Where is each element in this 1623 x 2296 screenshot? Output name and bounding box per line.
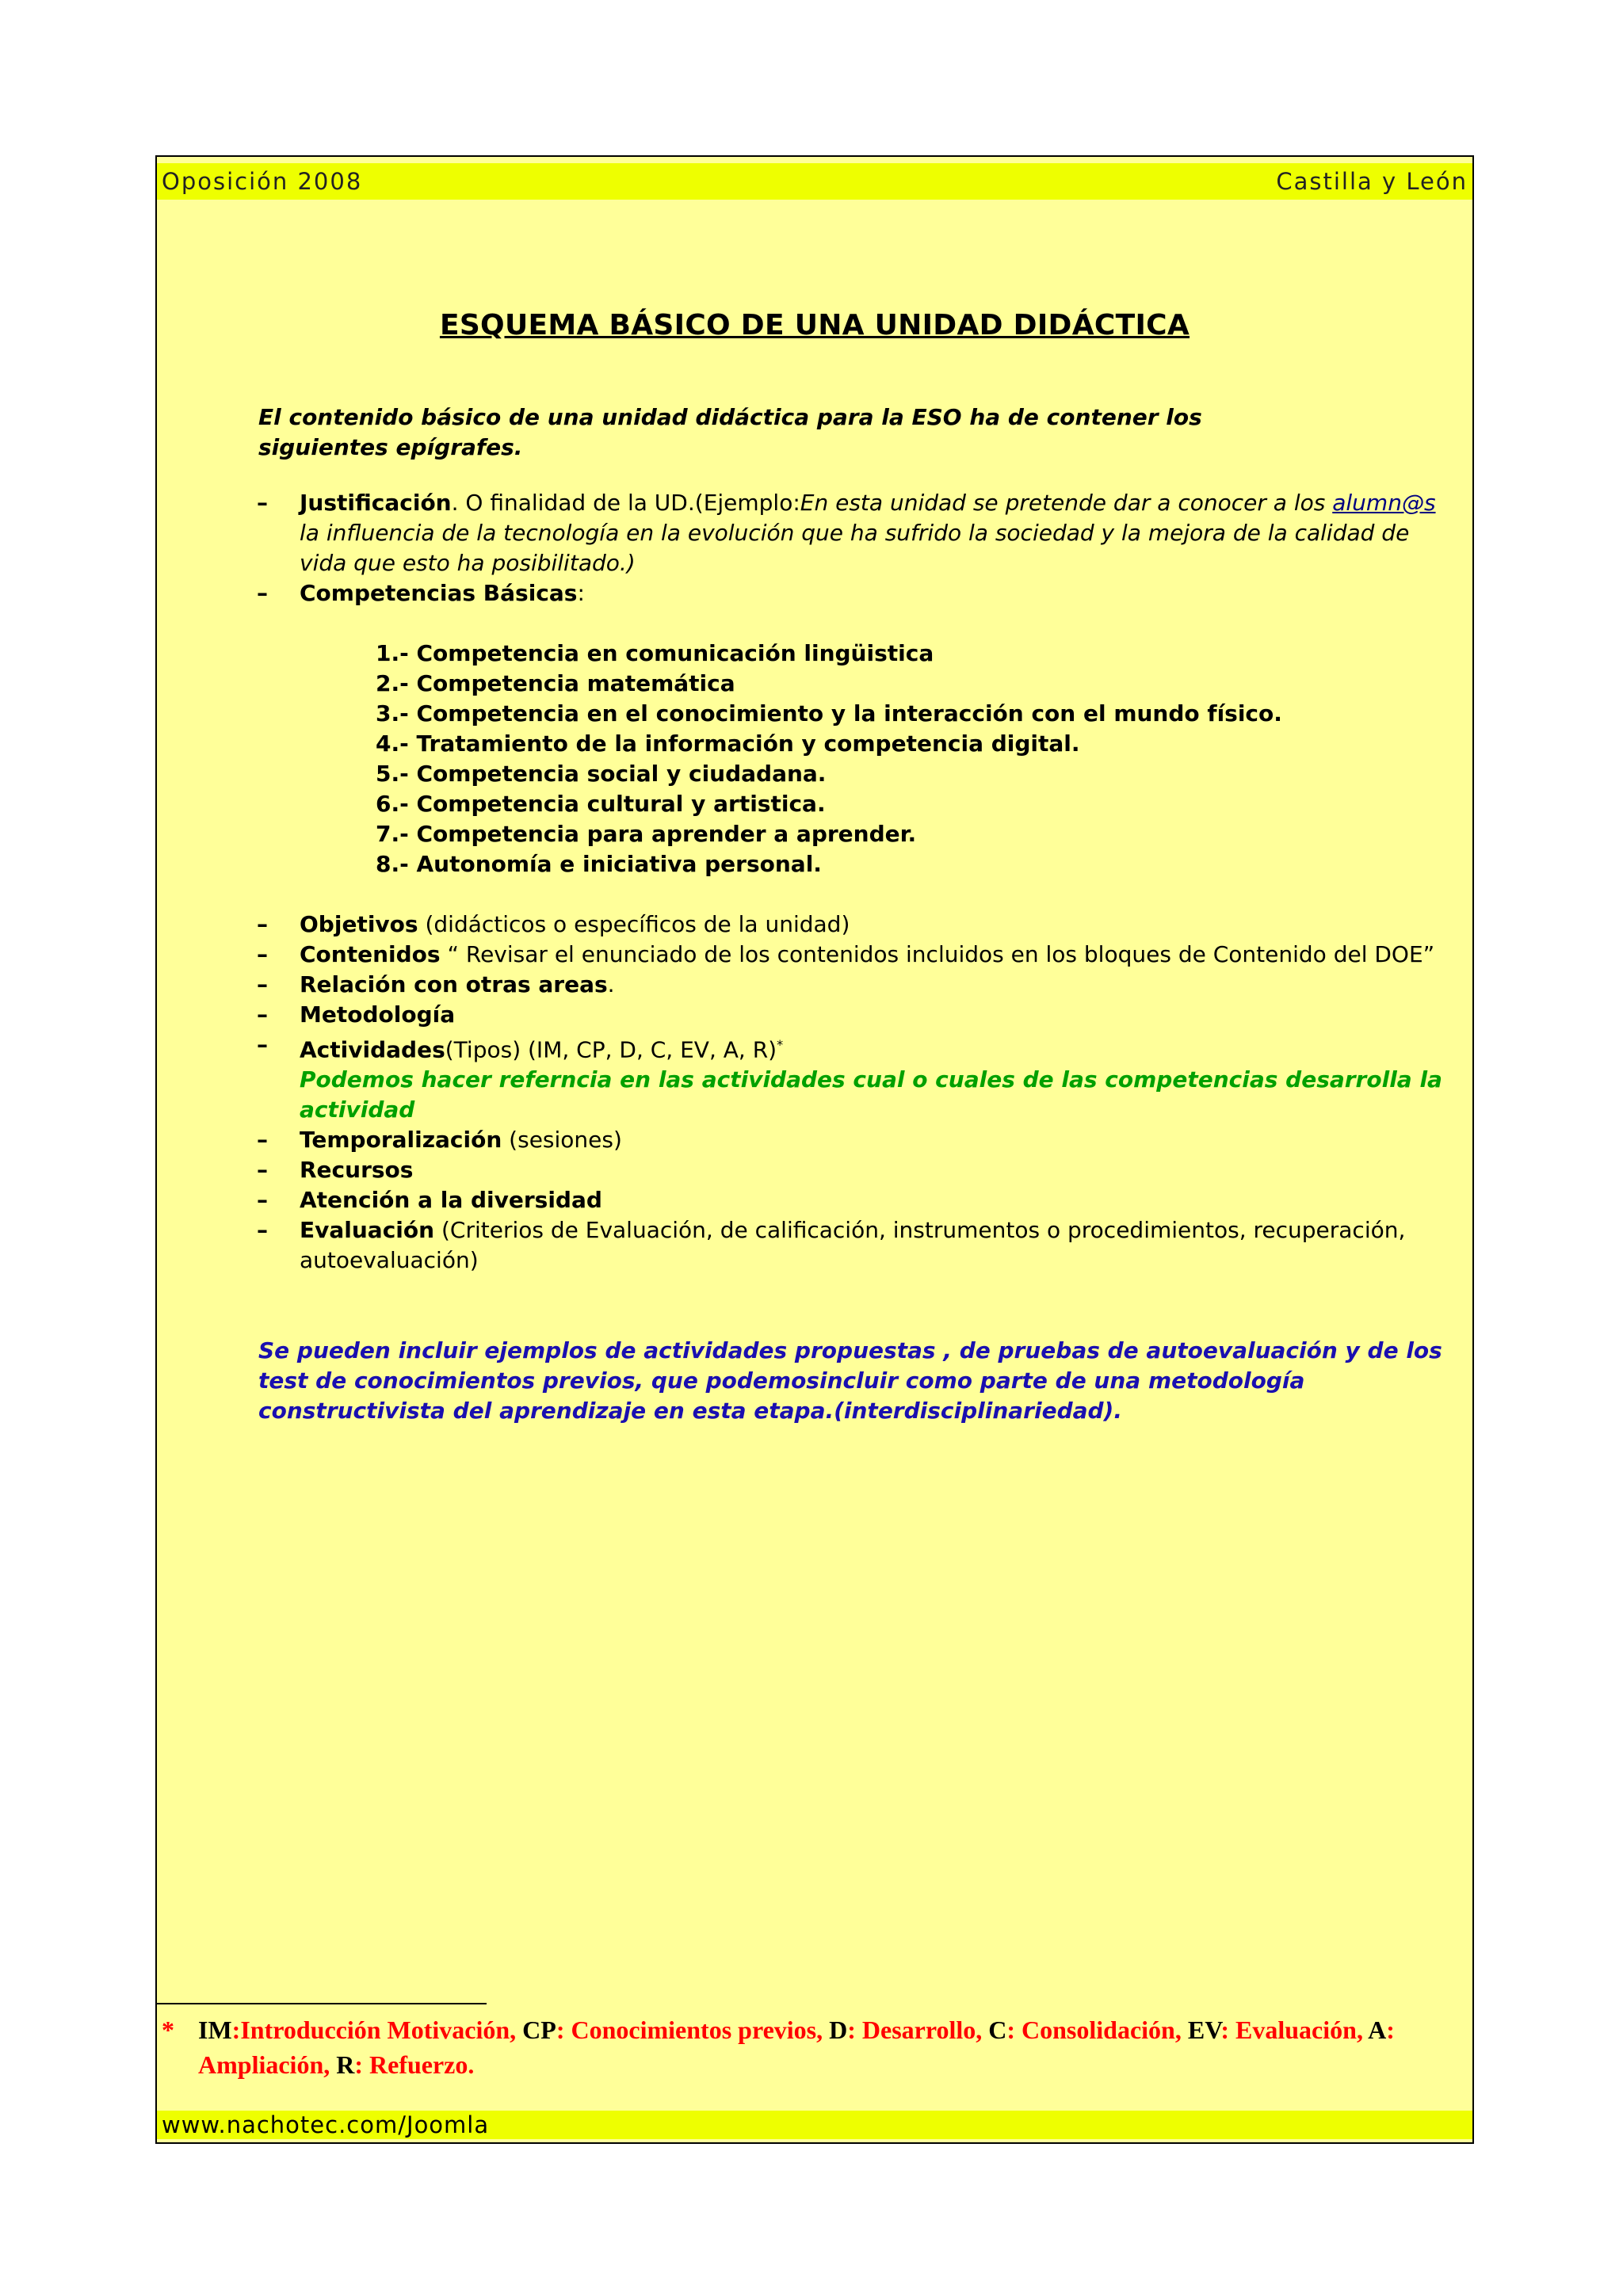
bullet-dash: – [257, 941, 268, 967]
footnote-value: : Refuerzo. [354, 2050, 475, 2079]
temporalizacion-label: Temporalización [300, 1127, 502, 1154]
list-item-contenidos [257, 940, 1445, 970]
competencia-item: 7.- Competencia para aprender a aprender. [376, 821, 917, 847]
list-item-recursos [257, 1155, 1445, 1185]
metodologia-label: Metodología [300, 1001, 456, 1028]
competencia-item: 8.- Autonomía e iniciativa personal. [376, 851, 822, 877]
competencia-item: 3.- Competencia en el conocimiento y la interacción con el mundo físico. [376, 700, 1282, 727]
list-item-relacion [257, 970, 1445, 1000]
competencias-list [300, 639, 1445, 879]
page-header [157, 163, 1472, 200]
footnote-value: : Consolidación, [1006, 2016, 1188, 2044]
evaluacion-text: (Criterios de Evaluación, de calificación, instrumentos o procedimientos, recuperación, autoevaluación) [300, 1217, 1406, 1274]
header-left: Oposición 2008 [162, 168, 363, 195]
footnote-value: : Ampliación, [198, 2016, 1395, 2079]
footnote-text [198, 2012, 1457, 2082]
footnote-value: : Desarrollo, [847, 2016, 989, 2044]
relacion-text: . [607, 971, 615, 997]
bullet-dash: – [257, 580, 268, 606]
bullet-dash: – [257, 911, 268, 937]
competencia-item: 2.- Competencia matemática [376, 670, 735, 696]
temporalizacion-text: (sesiones) [502, 1127, 622, 1154]
footnote-key: EV [1187, 2016, 1221, 2044]
justificacion-italic-b: la influencia de la tecnología en la evolución que ha sufrido la sociedad y la mejora de la calidad de vida que esto ha posibilitado.) [300, 520, 1410, 576]
list-item-evaluacion [257, 1215, 1445, 1276]
list-item-metodologia [257, 1000, 1445, 1030]
competencia-item: 1.- Competencia en comunicación lingüistica [376, 640, 934, 666]
closing-paragraph: Se pueden incluir ejemplos de actividades propuestas , de pruebas de autoevaluación y de los test de conocimientos previos, que podemosincluir como parte de una metodología constructivista del aprendizaje en esta etapa.(interdisciplinariedad). [258, 1337, 1442, 1424]
alumnos-link[interactable]: alumn@s [1332, 490, 1436, 516]
justificacion-italic-a: En esta unidad se pretende dar a conocer a los [800, 490, 1333, 516]
contenidos-text: “ Revisar el enunciado de los contenidos incluidos en los bloques de Contenido del DOE” [440, 941, 1435, 967]
footnote-key: CP [522, 2016, 556, 2044]
competencia-item: 5.- Competencia social y ciudadana. [376, 761, 827, 787]
intro-paragraph: El contenido básico de una unidad didáctica para la ESO ha de contener los siguientes epígrafes. [258, 404, 1202, 460]
document-page [155, 155, 1474, 2144]
footnote [157, 2012, 1457, 2082]
bullet-dash: – [257, 1157, 268, 1184]
list-item-temporalizacion [257, 1125, 1445, 1155]
footnote-value: : Evaluación, [1220, 2016, 1369, 2044]
footnote-value: :Introducción Motivación, [231, 2016, 523, 2044]
document-title: ESQUEMA BÁSICO DE UNA UNIDAD DIDÁCTICA [439, 309, 1190, 341]
bullet-dash: – [257, 1217, 268, 1244]
bullet-dash: – [257, 1032, 268, 1058]
header-right: Castilla y León [1276, 168, 1468, 195]
bullet-dash: – [257, 1187, 268, 1214]
bullet-dash: – [257, 1001, 268, 1028]
footer-url[interactable]: www.nachotec.com/Joomla [162, 2111, 490, 2138]
page-footer [157, 2111, 1472, 2139]
list-item-actividades [257, 1030, 1445, 1125]
footnote-value: : Conocimientos previos, [556, 2016, 830, 2044]
competencia-item: 4.- Tratamiento de la información y competencia digital. [376, 730, 1080, 757]
evaluacion-label: Evaluación [300, 1217, 435, 1244]
footnote-key: R [336, 2050, 355, 2079]
list-item-atencion [257, 1185, 1445, 1215]
footnote-separator [157, 2003, 487, 2004]
footnote-key: A [1368, 2016, 1387, 2044]
list-item-justificacion [257, 488, 1445, 578]
bullet-dash: – [257, 490, 268, 516]
actividades-label: Actividades [300, 1036, 445, 1063]
justificacion-label: Justificación [300, 490, 452, 516]
footnote-key: D [829, 2016, 848, 2044]
footnote-key: C [988, 2016, 1007, 2044]
bullet-dash: – [257, 1127, 268, 1154]
footnote-star: * [162, 2016, 174, 2044]
contenidos-label: Contenidos [300, 941, 441, 967]
list-item-competencias [257, 578, 1445, 879]
actividades-text: (Tipos) (IM, CP, D, C, EV, A, R) [445, 1036, 777, 1063]
atencion-label: Atención a la diversidad [300, 1187, 602, 1214]
recursos-label: Recursos [300, 1157, 414, 1184]
objetivos-label: Objetivos [300, 911, 418, 937]
objetivos-text: (didácticos o específicos de la unidad) [418, 911, 850, 937]
competencias-suffix: : [577, 580, 585, 606]
actividades-note: Podemos hacer referncia en las actividades cual o cuales de las competencias desarrolla la actividad [300, 1066, 1442, 1123]
footnote-key: IM [198, 2016, 232, 2044]
footnote-ref: * [777, 1037, 784, 1052]
competencias-label: Competencias Básicas [300, 580, 578, 606]
list-item-objetivos [257, 910, 1445, 940]
bullet-dash: – [257, 971, 268, 997]
relacion-label: Relación con otras areas [300, 971, 608, 997]
competencia-item: 6.- Competencia cultural y artistica. [376, 791, 826, 817]
epigraph-list [257, 488, 1445, 1276]
justificacion-text: . O finalidad de la UD.(Ejemplo: [451, 490, 800, 516]
